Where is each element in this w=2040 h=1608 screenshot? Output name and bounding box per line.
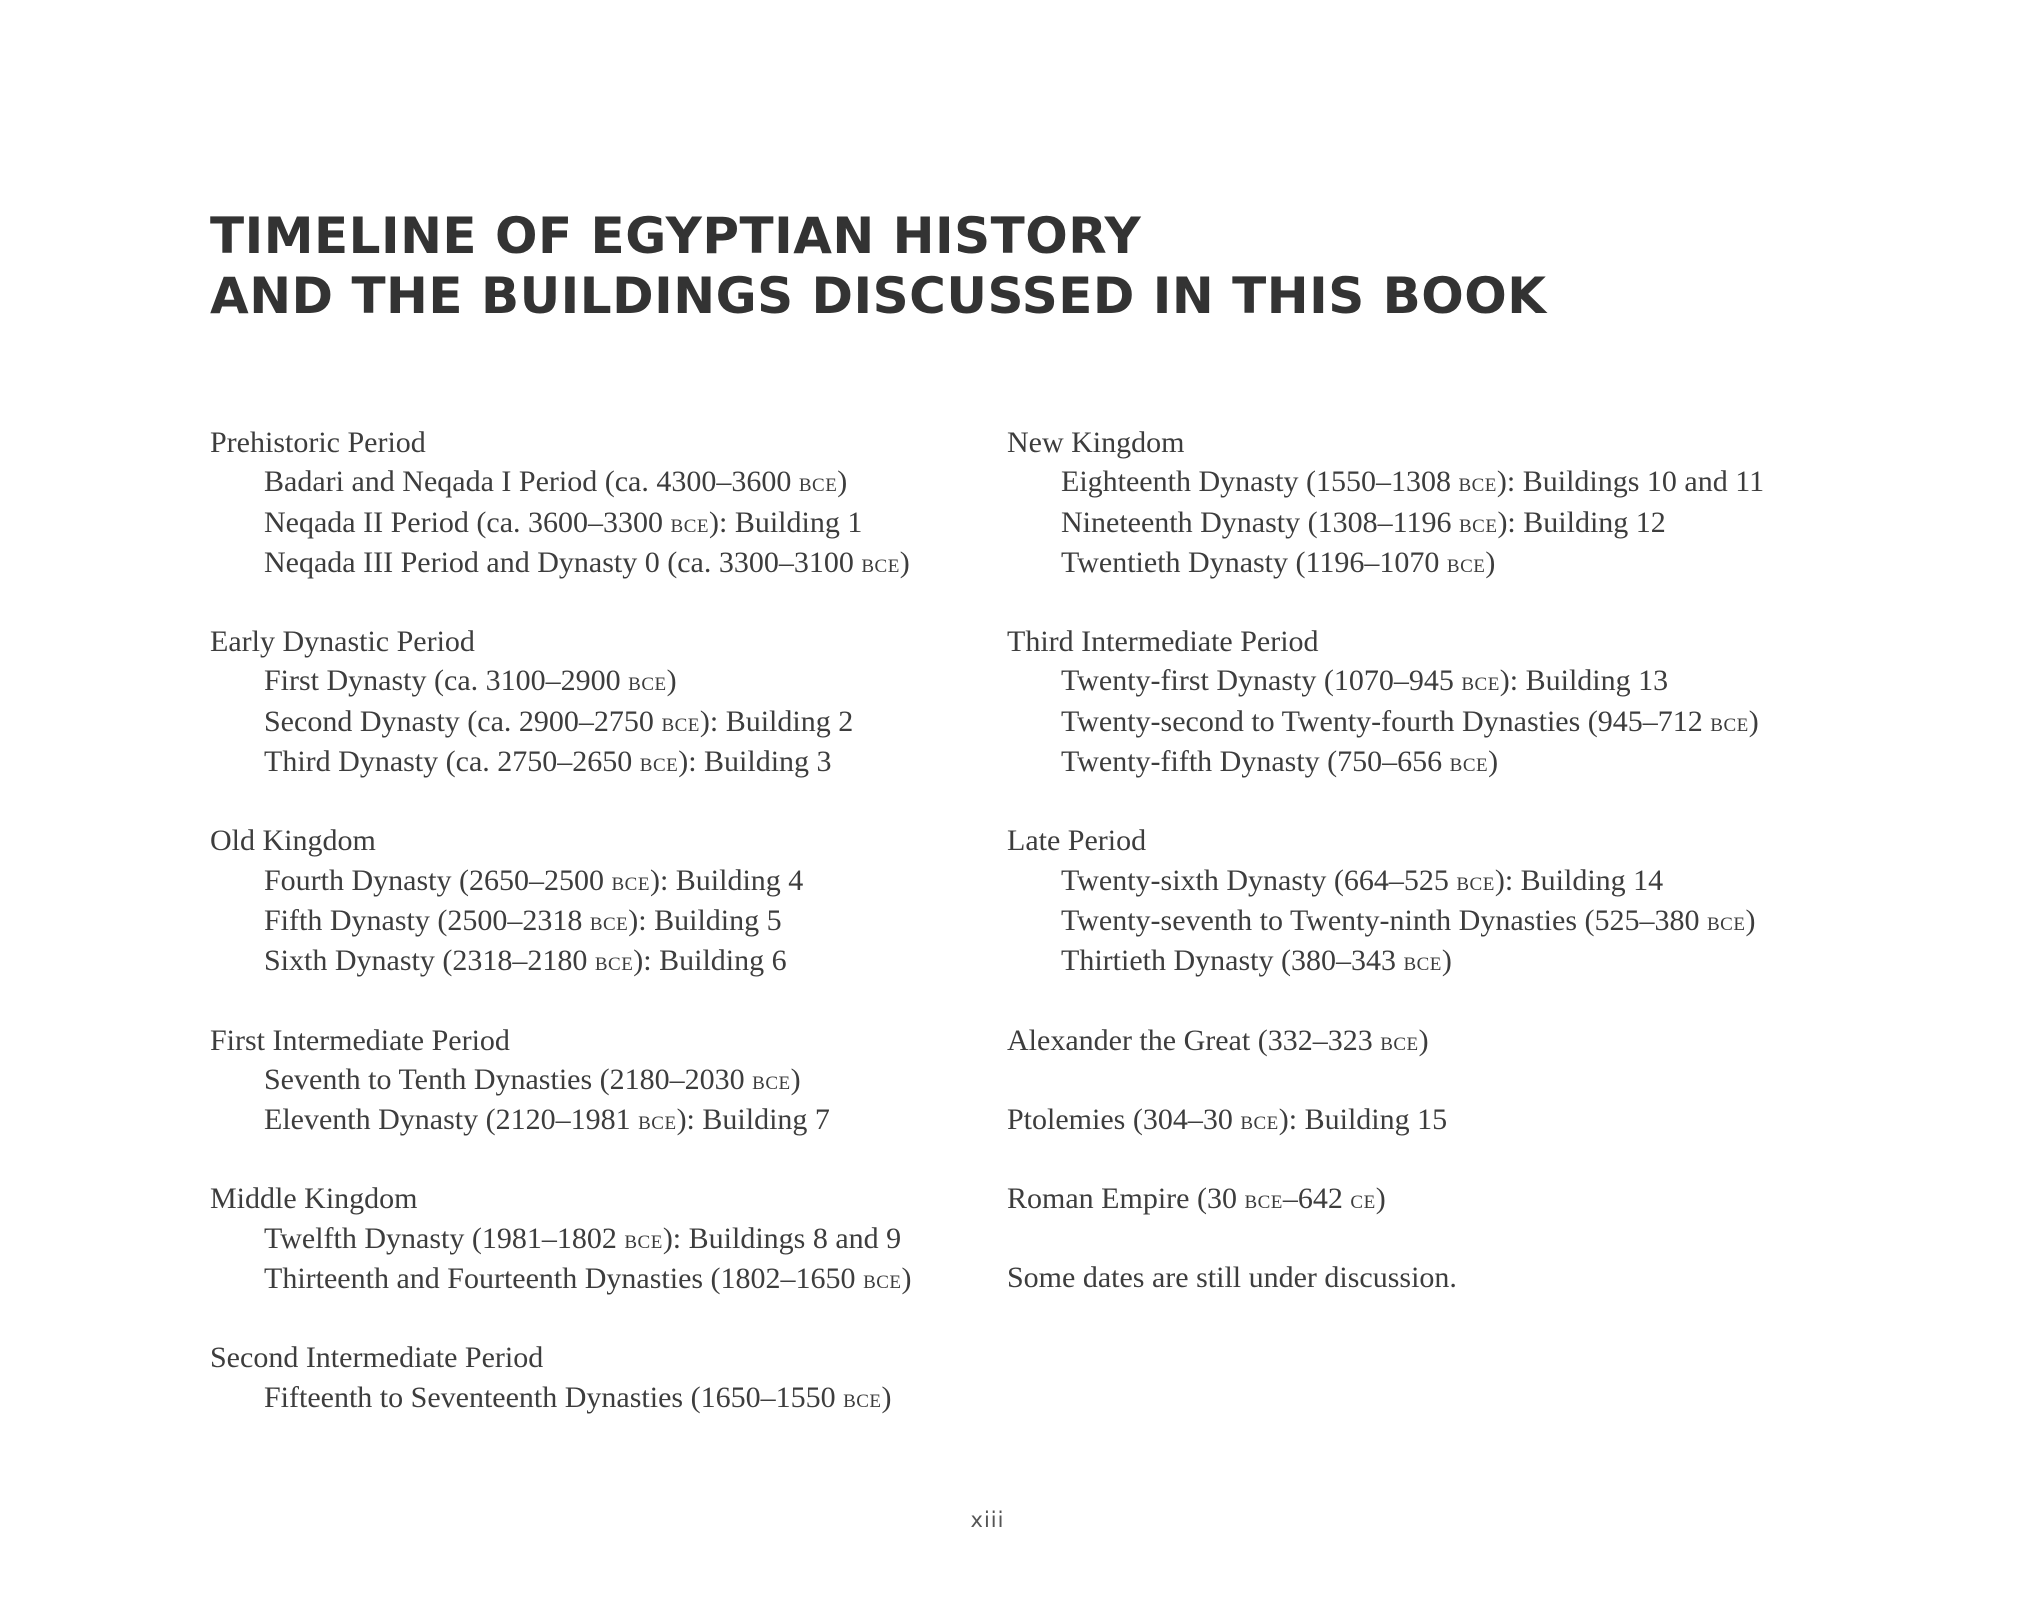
text-part: ): Building 7 (676, 1103, 830, 1137)
dynasty-entry (210, 462, 990, 502)
era-abbreviation: bce (1706, 905, 1746, 936)
text-part: Alexander the Great (332–323 (1007, 1023, 1381, 1057)
dynasty-entry (1007, 941, 2007, 981)
period-name: Third Intermediate Period (1007, 625, 1319, 659)
period-name: First Intermediate Period (210, 1023, 510, 1057)
text-part: ): Building 15 (1278, 1102, 1448, 1136)
period-name: Old Kingdom (210, 824, 376, 858)
dynasty-entry (210, 661, 990, 701)
era-abbreviation: bce (589, 905, 629, 936)
text-part: ): Buildings 10 and 11 (1496, 465, 1765, 499)
period-block (1007, 622, 2007, 782)
dynasty-entry (1007, 702, 2007, 742)
text-part: ): Building 1 (709, 505, 863, 539)
era-abbreviation: bce (1710, 706, 1749, 737)
text-part: ) (1488, 745, 1499, 779)
era-abbreviation: bce (639, 747, 679, 778)
period-block (1007, 1021, 2007, 1061)
text-part: ): Building 6 (633, 944, 787, 978)
era-abbreviation: bce (594, 946, 634, 977)
text-part: ): Building 2 (699, 704, 854, 738)
dynasty-entry (210, 861, 990, 901)
dynasty-entry (210, 901, 990, 941)
dynasty-entry (1007, 861, 2007, 901)
period-block (210, 622, 990, 782)
text-part: Twenty-fifth Dynasty (750–656 (1061, 745, 1450, 779)
era-abbreviation: bce (1449, 747, 1489, 778)
text-part: ) (837, 465, 848, 499)
era-abbreviation: bce (1244, 1184, 1283, 1215)
era-abbreviation: bce (861, 547, 900, 578)
period-name (1007, 1021, 2007, 1061)
text-part: Second Dynasty (ca. 2900–2750 (264, 704, 662, 738)
era-abbreviation: bce (1461, 666, 1500, 697)
period-block (210, 821, 990, 981)
era-abbreviation: bce (798, 467, 838, 498)
text-part: ) (1748, 704, 1759, 738)
text-part: Thirtieth Dynasty (380–343 (1061, 944, 1404, 978)
period-block (1007, 821, 2007, 981)
era-abbreviation: bce (752, 1064, 791, 1095)
text-part: ) (1441, 944, 1452, 978)
text-part: Fourth Dynasty (2650–2500 (264, 863, 612, 897)
period-block (1007, 1100, 2007, 1140)
text-part: Twenty-first Dynasty (1070–945 (1061, 664, 1462, 698)
text-part: Twenty-second to Twenty-fourth Dynasties (945–712 (1061, 704, 1711, 738)
era-abbreviation: bce (628, 666, 667, 697)
text-part: ) (881, 1380, 892, 1414)
text-part: Neqada II Period (ca. 3600–3300 (264, 505, 671, 539)
era-abbreviation: bce (1458, 467, 1497, 498)
dynasty-entry (210, 543, 990, 583)
dynasty-entry (210, 1219, 990, 1259)
era-abbreviation: ce (1350, 1184, 1376, 1215)
text-part: Fifteenth to Seventeenth Dynasties (1650–1550 (264, 1380, 844, 1414)
dynasty-entry (210, 702, 990, 742)
page-title (210, 206, 1547, 326)
text-part: ): Building 5 (628, 903, 782, 937)
text-part: ): Buildings 8 and 9 (662, 1221, 902, 1255)
period-block (210, 423, 990, 583)
period-block (210, 1021, 990, 1141)
era-abbreviation: bce (1458, 507, 1498, 538)
text-part: Twenty-seventh to Twenty-ninth Dynasties (525–380 (1061, 903, 1707, 937)
era-abbreviation: bce (1240, 1104, 1279, 1135)
dynasty-entry (210, 503, 990, 543)
era-abbreviation: bce (661, 706, 700, 737)
dynasty-entry (1007, 661, 2007, 701)
text-part: ) (1375, 1182, 1386, 1216)
text-part: Sixth Dynasty (2318–2180 (264, 944, 595, 978)
text-part: ) (899, 545, 910, 579)
era-abbreviation: bce (611, 865, 650, 896)
period-name: Second Intermediate Period (210, 1341, 544, 1375)
text-part: Ptolemies (304–30 (1007, 1102, 1241, 1136)
era-abbreviation: bce (638, 1105, 677, 1136)
text-part: Badari and Neqada I Period (ca. 4300–3600 (264, 465, 799, 499)
timeline-left-column (210, 423, 990, 1457)
era-abbreviation: bce (863, 1264, 902, 1295)
dynasty-entry (1007, 503, 2007, 543)
text-part: Thirteenth and Fourteenth Dynasties (1802–1650 (264, 1262, 864, 1296)
period-block (210, 1338, 990, 1418)
dynasty-entry (1007, 901, 2007, 941)
text-part: Roman Empire (30 (1007, 1182, 1245, 1216)
era-abbreviation: bce (1403, 946, 1442, 977)
dynasty-entry (210, 1060, 990, 1100)
text-part: Nineteenth Dynasty (1308–1196 (1061, 505, 1459, 539)
text-part: ) (666, 664, 677, 698)
period-name: Middle Kingdom (210, 1182, 418, 1216)
era-abbreviation: bce (1456, 865, 1495, 896)
dynasty-entry (210, 1378, 990, 1418)
era-abbreviation: bce (843, 1382, 882, 1413)
text-part: Twelfth Dynasty (1981–1802 (264, 1221, 625, 1255)
text-part: ): Building 14 (1494, 863, 1664, 897)
text-part: First Dynasty (ca. 3100–2900 (264, 664, 629, 698)
text-part: –642 (1282, 1182, 1351, 1216)
era-abbreviation: bce (1380, 1025, 1419, 1056)
dynasty-entry (210, 941, 990, 981)
page-title-line-1: TIMELINE OF EGYPTIAN HISTORY (210, 207, 1142, 265)
dynasty-entry (210, 742, 990, 782)
text-part: ): Building 3 (678, 745, 832, 779)
text-part: ) (1745, 903, 1756, 937)
text-part: ) (790, 1062, 801, 1096)
text-part: ) (1418, 1023, 1429, 1057)
period-name: Late Period (1007, 824, 1147, 858)
period-block (210, 1179, 990, 1299)
period-name (1007, 1100, 2007, 1140)
era-abbreviation: bce (670, 507, 709, 538)
timeline-right-column (1007, 423, 2007, 1298)
text-part: Twentieth Dynasty (1196–1070 (1061, 545, 1447, 579)
text-part: ) (1485, 545, 1496, 579)
text-part: Eleventh Dynasty (2120–1981 (264, 1103, 639, 1137)
text-part: ): Building 13 (1499, 664, 1669, 698)
period-name: Early Dynastic Period (210, 625, 475, 659)
dynasty-entry (1007, 742, 2007, 782)
dates-note: Some dates are still under discussion. (1007, 1261, 1457, 1295)
period-name (1007, 1179, 2007, 1219)
text-part: ) (901, 1262, 912, 1296)
period-block (1007, 423, 2007, 583)
dynasty-entry (210, 1259, 990, 1299)
text-part: Third Dynasty (ca. 2750–2650 (264, 745, 640, 779)
text-part: Twenty-sixth Dynasty (664–525 (1061, 863, 1457, 897)
dynasty-entry (1007, 462, 2007, 502)
page-number: xiii (970, 1508, 1005, 1532)
dynasty-entry (1007, 543, 2007, 583)
text-part: Seventh to Tenth Dynasties (2180–2030 (264, 1062, 753, 1096)
text-part: ): Building 12 (1497, 505, 1666, 539)
period-name: New Kingdom (1007, 426, 1185, 459)
text-part: ): Building 4 (649, 863, 804, 897)
dynasty-entry (210, 1100, 990, 1140)
text-part: Fifth Dynasty (2500–2318 (264, 903, 590, 937)
era-abbreviation: bce (1446, 547, 1486, 578)
text-part: Eighteenth Dynasty (1550–1308 (1061, 465, 1459, 499)
era-abbreviation: bce (624, 1223, 663, 1254)
period-name: Prehistoric Period (210, 426, 426, 459)
text-part: Neqada III Period and Dynasty 0 (ca. 3300–3100 (264, 545, 862, 579)
period-block (1007, 1179, 2007, 1219)
page-title-line-2: AND THE BUILDINGS DISCUSSED IN THIS BOOK (210, 267, 1547, 325)
